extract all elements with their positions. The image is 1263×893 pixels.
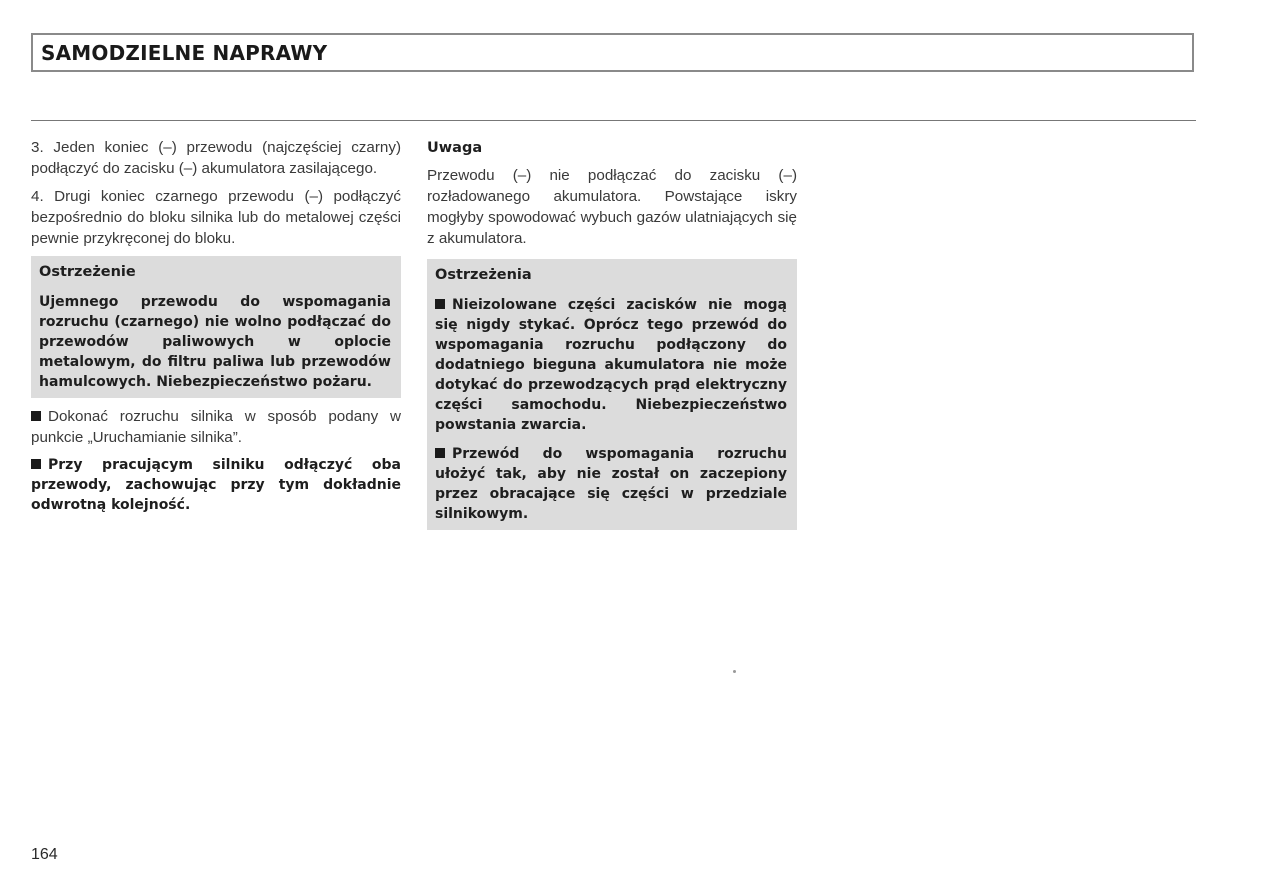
scan-speck [733, 670, 736, 673]
header-divider [31, 120, 1196, 121]
bullet-square-icon [435, 448, 445, 458]
note-text: Przewodu (–) nie podłączać do zacisku (–) rozładowanego akumulatora. Powstające iskry mogłyby spowodować wybuch gazów ulatniających się z akumulatora. [427, 167, 797, 247]
bullet-square-icon [435, 299, 445, 309]
left-column [31, 137, 401, 522]
bullet-square-icon [31, 411, 41, 421]
warning-box [31, 256, 401, 398]
warnings-item [435, 444, 787, 524]
section-header [31, 33, 1194, 72]
warnings-item-2-text: Przewód do wspomagania rozruchu ułożyć tak, aby nie został on zaczepiony przez obracające się części w przedziale silnikowym. [435, 446, 787, 522]
page-number: 164 [31, 846, 58, 863]
warning-text: Ujemnego przewodu do wspomagania rozruchu (czarnego) nie wolno podłączać do przewodów paliwowych w oplocie metalowym, do filtru paliwa lub przewodów hamulcowych. Niebezpieczeństwo pożaru. [39, 294, 391, 390]
section-title: SAMODZIELNE NAPRAWY [41, 41, 328, 65]
bullet-item [31, 406, 401, 448]
warning-title: Ostrzeżenie [39, 264, 136, 280]
step-3-text: 3. Jeden koniec (–) przewodu (najczęściej czarny) podłączyć do zacisku (–) akumulatora zasilającego. [31, 139, 401, 177]
warnings-box [427, 259, 797, 530]
middle-column [427, 137, 797, 530]
warnings-title: Ostrzeżenia [435, 267, 532, 283]
step-4-text: 4. Drugi koniec czarnego przewodu (–) podłączyć bezpośrednio do bloku silnika lub do metalowej części pewnie przykręconej do bloku. [31, 188, 401, 247]
bullet-1-text: Dokonać rozruchu silnika w sposób podany w punkcie „Uruchamianie silnika”. [31, 408, 401, 446]
note-title: Uwaga [427, 140, 483, 156]
bullet-2-text: Przy pracującym silniku odłączyć oba przewody, zachowując przy tym dokładnie odwrotną kolejność. [31, 457, 401, 513]
warnings-item-1-text: Nieizolowane części zacisków nie mogą się nigdy stykać. Oprócz tego przewód do wspomagania rozruchu podłączony do dodatniego bieguna akumulatora nie może dotykać do przewodzących prąd elektryczny części samochodu. Niebezpieczeństwo powstania zwarcia. [435, 297, 787, 433]
bullet-square-icon [31, 459, 41, 469]
bullet-item [31, 455, 401, 515]
warnings-item [435, 295, 787, 435]
